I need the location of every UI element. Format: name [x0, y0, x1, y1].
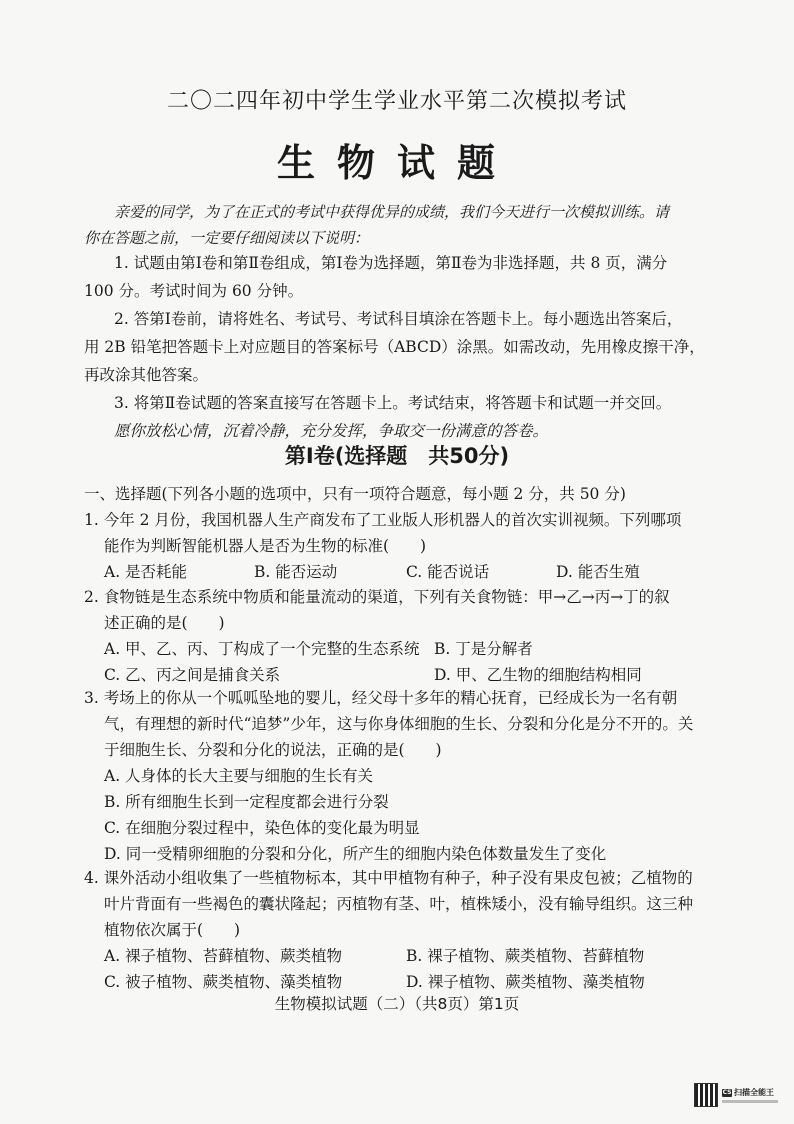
page-footer: 生物模拟试题（二）（共8页）第1页 [274, 995, 520, 1013]
intro-line: 你在答题之前，一定要仔细阅读以下说明： [84, 229, 370, 247]
section-instruction: 一、选择题(下列各小题的选项中，只有一项符合题意，每小题 2 分，共 50 分) [84, 485, 626, 503]
question-stem: 气，有理想的新时代“追梦”少年，这与你身体细胞的生长、分裂和分化是分不开的。关 [104, 715, 694, 733]
note-line: 再改涂其他答案。 [84, 366, 209, 384]
option-c[interactable]: C. 被子植物、蕨类植物、藻类植物 [104, 973, 343, 991]
intro-line: 亲爱的同学，为了在正式的考试中获得优异的成绩，我们今天进行一次模拟训练。请 [114, 203, 670, 221]
option-a[interactable]: A. 甲、乙、丙、丁构成了一个完整的生态系统 [104, 640, 420, 658]
option-a[interactable]: A. 裸子植物、苔藓植物、蕨类植物 [104, 947, 343, 965]
option-b[interactable]: B. 所有细胞生长到一定程度都会进行分裂 [104, 793, 389, 811]
watermark-brand-text: 扫描全能王 [734, 1088, 774, 1097]
option-b[interactable]: B. 能否运动 [254, 563, 338, 581]
question-1 [84, 507, 710, 585]
subject-title: 生物试题 [276, 141, 517, 185]
cs-logo-icon: CS [722, 1088, 732, 1096]
question-stem: 植物依次属于( ) [104, 921, 241, 939]
note-line: 100 分。考试时间为 60 分钟。 [84, 282, 304, 300]
option-d[interactable]: D. 甲、乙生物的细胞结构相同 [434, 666, 642, 684]
scanner-watermark [694, 1082, 784, 1108]
intro-paragraph [84, 199, 704, 251]
question-3 [84, 685, 710, 867]
options-row [84, 841, 710, 867]
wish-line: 愿你放松心情，沉着冷静，充分发挥，争取交一份满意的答卷。 [114, 422, 549, 440]
question-stem: 2. 食物链是生态系统中物质和能量流动的渠道，下列有关食物链：甲→乙→丙→丁的叙 [84, 588, 670, 606]
option-c[interactable]: C. 能否说话 [406, 563, 490, 581]
question-4 [84, 865, 710, 995]
question-stem: 能作为判断智能机器人是否为生物的标准( ) [104, 537, 427, 555]
option-a[interactable]: A. 是否耗能 [104, 563, 188, 581]
question-stem: 1. 今年 2 月份，我国机器人生产商发布了工业版人形机器人的首次实训视频。下列哪项 [84, 511, 682, 529]
option-b[interactable]: B. 丁是分解者 [434, 640, 533, 658]
option-d[interactable]: D. 同一受精卵细胞的分裂和分化，所产生的细胞内染色体数量发生了变化 [104, 845, 607, 863]
options-row [84, 636, 710, 662]
options-row [84, 763, 710, 789]
instructions-list [84, 249, 706, 445]
question-stem: 于细胞生长、分裂和分化的说法，正确的是( ) [104, 741, 442, 759]
option-c[interactable]: C. 在细胞分裂过程中，染色体的变化最为明显 [104, 819, 420, 837]
note-line: 3. 将第Ⅱ卷试题的答案直接写在答题卡上。考试结束，将答题卡和试题一并交回。 [114, 394, 672, 412]
option-b[interactable]: B. 裸子植物、蕨类植物、苔藓植物 [406, 947, 645, 965]
watermark-subtext-bar [722, 1100, 778, 1103]
qr-code-icon [694, 1083, 718, 1107]
watermark-brand [722, 1087, 778, 1098]
question-2 [84, 584, 710, 688]
question-stem: 4. 课外活动小组收集了一些植物标本，其中甲植物有种子，种子没有果皮包被；乙植物的 [84, 869, 693, 887]
option-d[interactable]: D. 能否生殖 [556, 563, 640, 581]
option-a[interactable]: A. 人身体的长大主要与细胞的生长有关 [104, 767, 374, 785]
question-stem: 3. 考场上的你从一个呱呱坠地的婴儿，经父母十多年的精心抚育，已经成长为一名有朝 [84, 689, 678, 707]
note-line: 2. 答第Ⅰ卷前，请将姓名、考试号、考试科目填涂在答题卡上。每小题选出答案后， [114, 310, 683, 328]
question-stem: 叶片背面有一些褐色的囊状隆起；丙植物有茎、叶，植株矮小，没有输导组织。这三种 [104, 895, 694, 913]
note-line: 1. 试题由第Ⅰ卷和第Ⅱ卷组成，第Ⅰ卷为选择题，第Ⅱ卷为非选择题，共 8 页，满分 [114, 254, 668, 272]
watermark-label [722, 1087, 778, 1103]
question-stem: 述正确的是( ) [104, 614, 225, 632]
option-c[interactable]: C. 乙、丙之间是捕食关系 [104, 666, 281, 684]
exam-title: 二〇二四年初中学生学业水平第二次模拟考试 [166, 89, 627, 114]
note-line: 用 2B 铅笔把答题卡上对应题目的答案标号（ABCD）涂黑。如需改动，先用橡皮擦干净， [84, 338, 705, 356]
options-row [84, 943, 710, 969]
options-row [84, 789, 710, 815]
option-d[interactable]: D. 裸子植物、蕨类植物、藻类植物 [406, 973, 645, 991]
section-heading: 第Ⅰ卷(选择题 共50分) [284, 444, 510, 468]
options-row [84, 559, 710, 585]
options-row [84, 815, 710, 841]
